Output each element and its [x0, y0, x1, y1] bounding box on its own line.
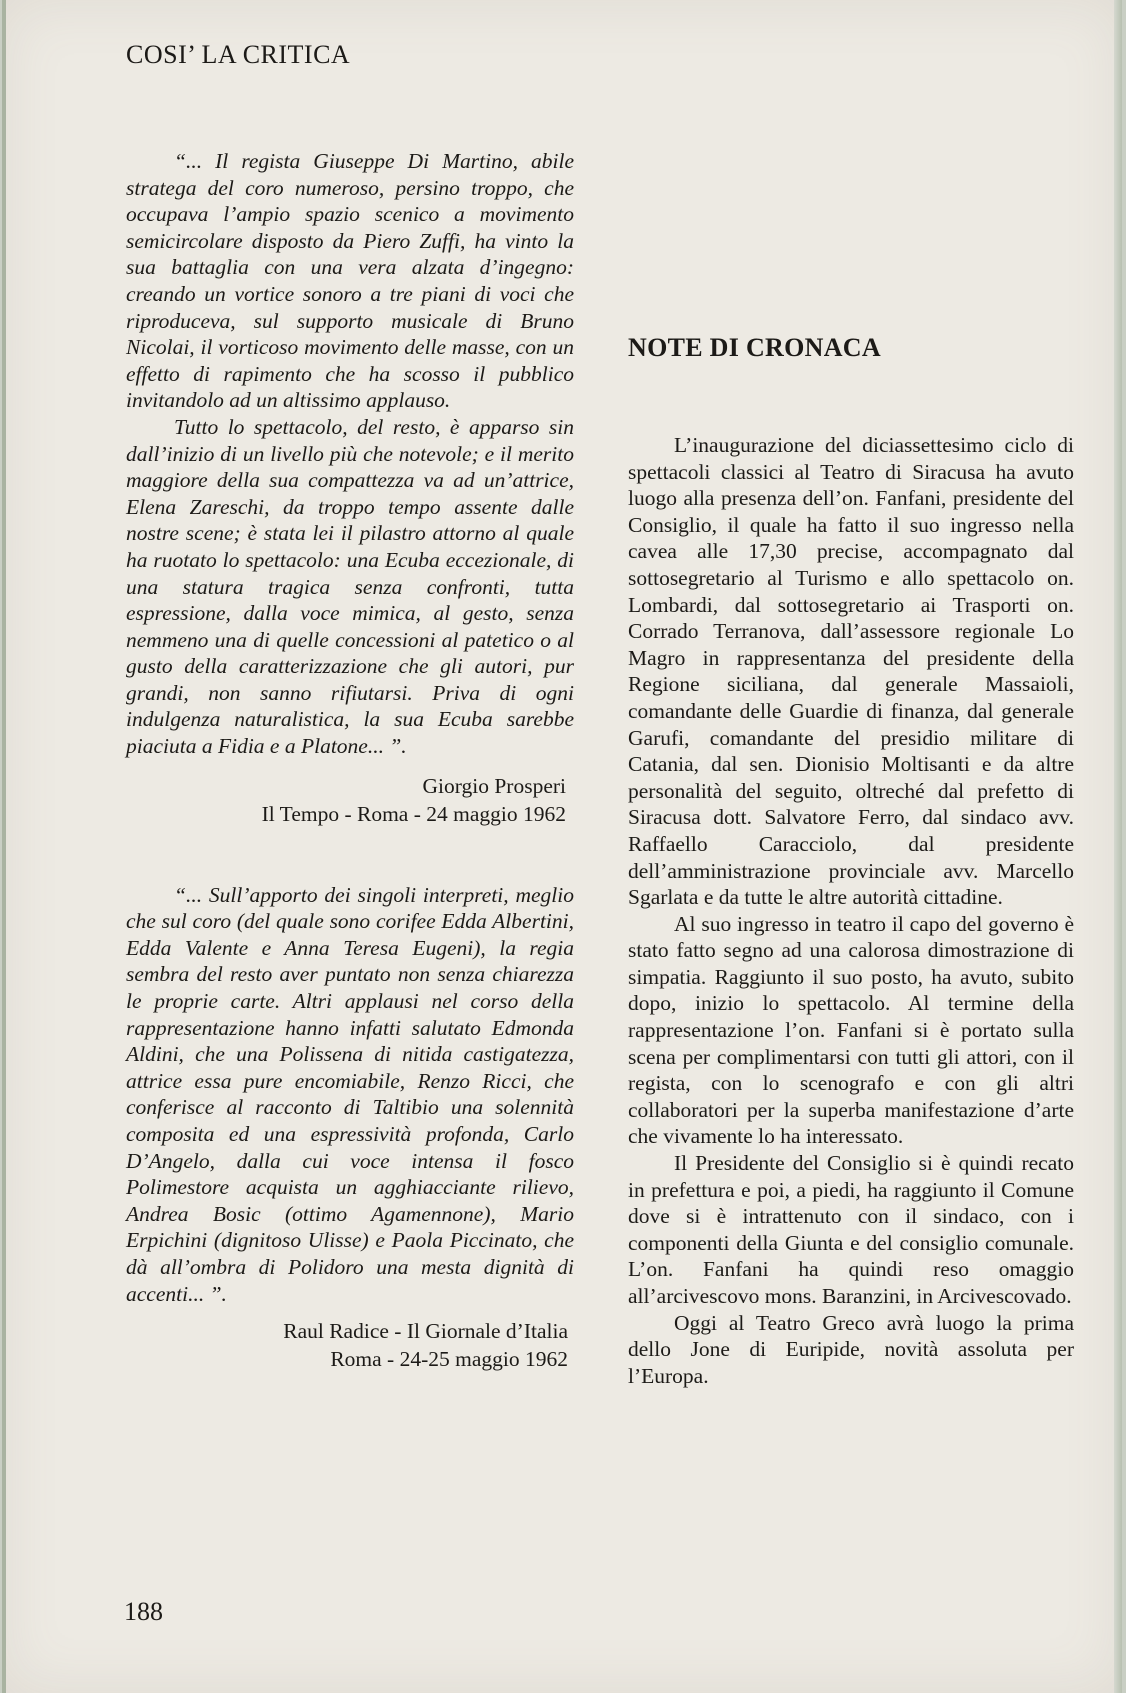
review-quote-radice: [126, 882, 574, 1308]
review-paragraph: “... Sull’apporto dei singoli interpreti, meglio che sul coro (del quale sono corifee Edda Albertini, Edda Valente e Anna Teresa Eugeni), la regia sembra del resto aver puntato non senza chiarezza le proprie carte. Altri applausi nel corso della rappresentazione hanno infatti salutato Edmonda Aldini, che una Polissena di nitida castigatezza, attrice essa pure encomiabile, Renzo Ricci, che conferisce al racconto di Taltibio una solennità composita ed una espressività profonda, Carlo D’Angelo, dalla cui voce intensa il fosco Polimestore acquista un agghiacciante rilievo, Andrea Bosic (ottimo Agamennone), Mario Erpichini (dignitoso Ulisse) e Paola Piccinato, che dà all’ombra di Polidoro una mesta dignità di accenti... ”.: [126, 882, 574, 1306]
review-source-line: Raul Radice - Il Giornale d’Italia: [283, 1319, 568, 1344]
page-number: 188: [124, 1597, 163, 1626]
news-body: [628, 432, 1074, 1389]
review-paragraph: “... Il regista Giuseppe Di Martino, abile stratega del coro numeroso, persino troppo, che occupava l’ampio spazio scenico a movimento semicircolare disposto da Piero Zuffi, ha vinto la sua battaglia con una vera alzata d’ingegno: creando un vortice sonoro a tre piani di voci che riproduceva, sul supporto musicale di Bruno Nicolai, il vorticoso movimento delle masse, con un effetto di rapimento che ha scosso il pubblico invitandolo ad un altissimo applauso.: [126, 149, 574, 413]
review-author: Giorgio Prosperi: [422, 773, 566, 798]
review-attribution-prosperi: [126, 772, 574, 828]
review-attribution-radice: [126, 1317, 574, 1373]
review-source: Il Tempo - Roma - 24 maggio 1962: [261, 801, 566, 826]
document-page: [2, 0, 1122, 1693]
page-header: COSI’ LA CRITICA: [126, 40, 351, 69]
news-paragraph: Al suo ingresso in teatro il capo del governo è stato fatto segno ad una calorosa dimostrazione di simpatia. Raggiunto il suo posto, ha avuto, subito dopo, inizio lo spettacolo. Al termine della rappresentazione l’on. Fanfani si è portato sulla scena per complimentarsi con tutti gli attori, con il regista, con lo scenografo e con gli altri collaboratori per la superba manifestazione d’arte che vivamente lo ha interessato.: [628, 911, 1074, 1149]
section-title: NOTE DI CRONACA: [628, 333, 881, 362]
review-paragraph: Tutto lo spettacolo, del resto, è apparso sin dall’inizio di un livello più che notevole; e il merito maggiore della sua compattezza va ad un’attrice, Elena Zareschi, da troppo tempo assente dalle nostre scene; è stata lei il pilastro attorno al quale ha ruotato lo spettacolo: una Ecuba eccezionale, di una statura tragica senza confronti, tutta espressione, dalla voce mimica, al gesto, senza nemmeno una di quelle concessioni al patetico o al gusto della caratterizzazione che gli autori, pur grandi, non sanno rifiutarsi. Priva di ogni indulgenza naturalistica, la sua Ecuba sarebbe piaciuta a Fidia e a Platone... ”.: [126, 414, 574, 759]
review-source-date: Roma - 24-25 maggio 1962: [330, 1347, 568, 1372]
review-quote-prosperi: [126, 148, 574, 760]
right-column: [628, 333, 1074, 1389]
news-paragraph: Il Presidente del Consiglio si è quindi recato in prefettura e poi, a piedi, ha raggiunto il Comune dove si è intrattenuto con il sindaco, con i componenti della Giunta e del consiglio comunale. L’on. Fanfani ha quindi reso omaggio all’arcivescovo mons. Baranzini, in Arcivescovado.: [628, 1151, 1074, 1308]
page-right-edge: [1114, 0, 1122, 1693]
news-paragraph: L’inaugurazione del diciassettesimo ciclo di spettacoli classici al Teatro di Siracusa ha avuto luogo alla presenza dell’on. Fanfani, presidente del Consiglio, il quale ha fatto il suo ingresso nella cavea alle 17,30 precise, accompagnato dal sottosegretario al Turismo e allo spettacolo on. Lombardi, dal sottosegretario ai Trasporti on. Corrado Terranova, dall’assessore regionale Lo Magro in rappresentanza del presidente della Regione siciliana, dal generale Massaioli, comandante delle Guardie di finanza, dal generale Garufi, comandante del presidio militare di Catania, dal sen. Dionisio Moltisanti e da altre personalità del seguito, oltreché dal prefetto di Siracusa dott. Salvatore Ferro, dal sindaco avv. Raffaello Caracciolo, dal presidente dell’amministrazione provinciale avv. Marcello Sgarlata e da tutte le altre autorità cittadine.: [628, 433, 1074, 910]
news-paragraph: Oggi al Teatro Greco avrà luogo la prima dello Jone di Euripide, novità assoluta per l’Europa.: [628, 1310, 1074, 1388]
page-left-edge: [2, 0, 6, 1693]
left-column: [126, 148, 574, 1373]
